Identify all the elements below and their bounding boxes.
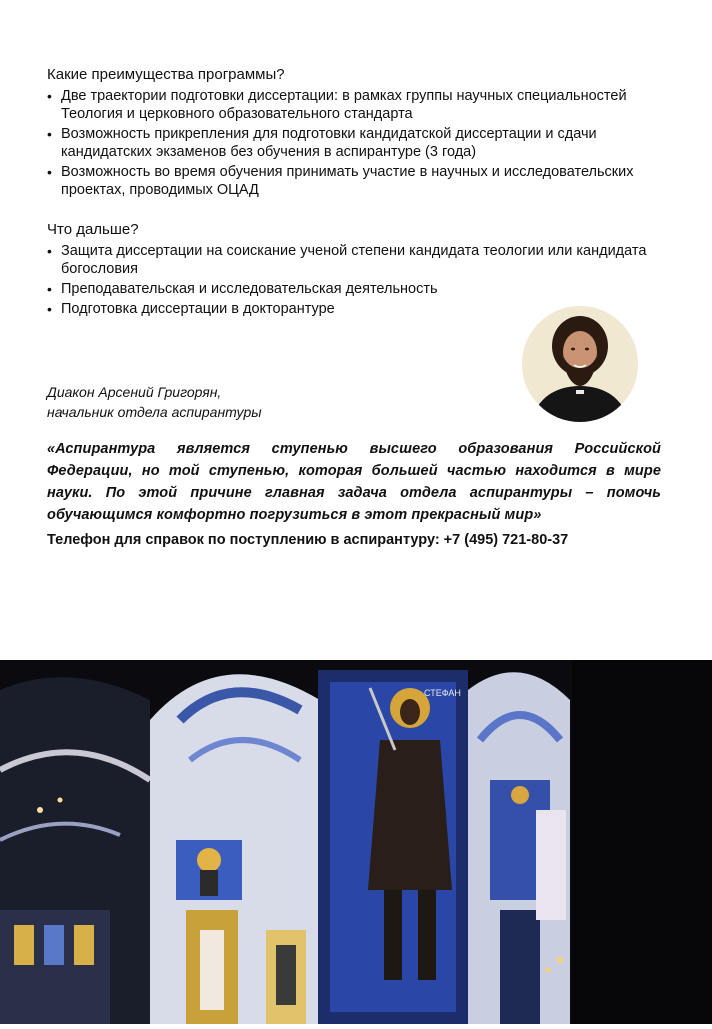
portrait-illustration — [522, 306, 638, 422]
main-text — [47, 66, 667, 320]
list-item: • Возможность во время обучения принимать участие в научных и исследовательских проектах, проводимых ОЦАД — [47, 163, 667, 199]
next-heading: Что дальше? — [47, 221, 139, 238]
next-section — [47, 221, 667, 318]
church-interior-illustration — [0, 660, 712, 1024]
list-item: • Две траектории подготовки диссертации: в рамках группы научных специальностей Теология и церковного образовательного стандарта — [47, 87, 667, 123]
author-name: Диакон Арсений Григорян, — [47, 384, 222, 400]
list-item: • Возможность прикрепления для подготовки кандидатской диссертации и сдачи кандидатских экзаменов без обучения в аспирантуре (3 года) — [47, 125, 667, 161]
list-item: • Преподавательская и исследовательская деятельность — [47, 280, 667, 298]
author-role: начальник отдела аспирантуры — [47, 404, 262, 420]
author-block — [47, 382, 262, 422]
saint-inscription: СТЕФАН — [424, 688, 461, 698]
phone-line: Телефон для справок по поступлению в аспирантуру: +7 (495) 721-80-37 — [47, 532, 569, 548]
church-interior-photo — [0, 660, 712, 1024]
advantages-list — [47, 87, 667, 199]
advantages-heading: Какие преимущества программы? — [47, 66, 285, 83]
list-item: • Защита диссертации на соискание ученой степени кандидата теологии или кандидата богословия — [47, 242, 667, 278]
list-item: • Подготовка диссертации в докторантуре — [47, 300, 667, 318]
avatar — [522, 306, 638, 422]
quote-text: «Аспирантура является ступенью высшего образования Российской Федерации, но той ступенью, которая большей частью находится в мире науки. По этой причине главная задача отдела аспирантуры – помочь обучающимся комфортно погрузиться в этот прекрасный мир» — [47, 441, 661, 523]
